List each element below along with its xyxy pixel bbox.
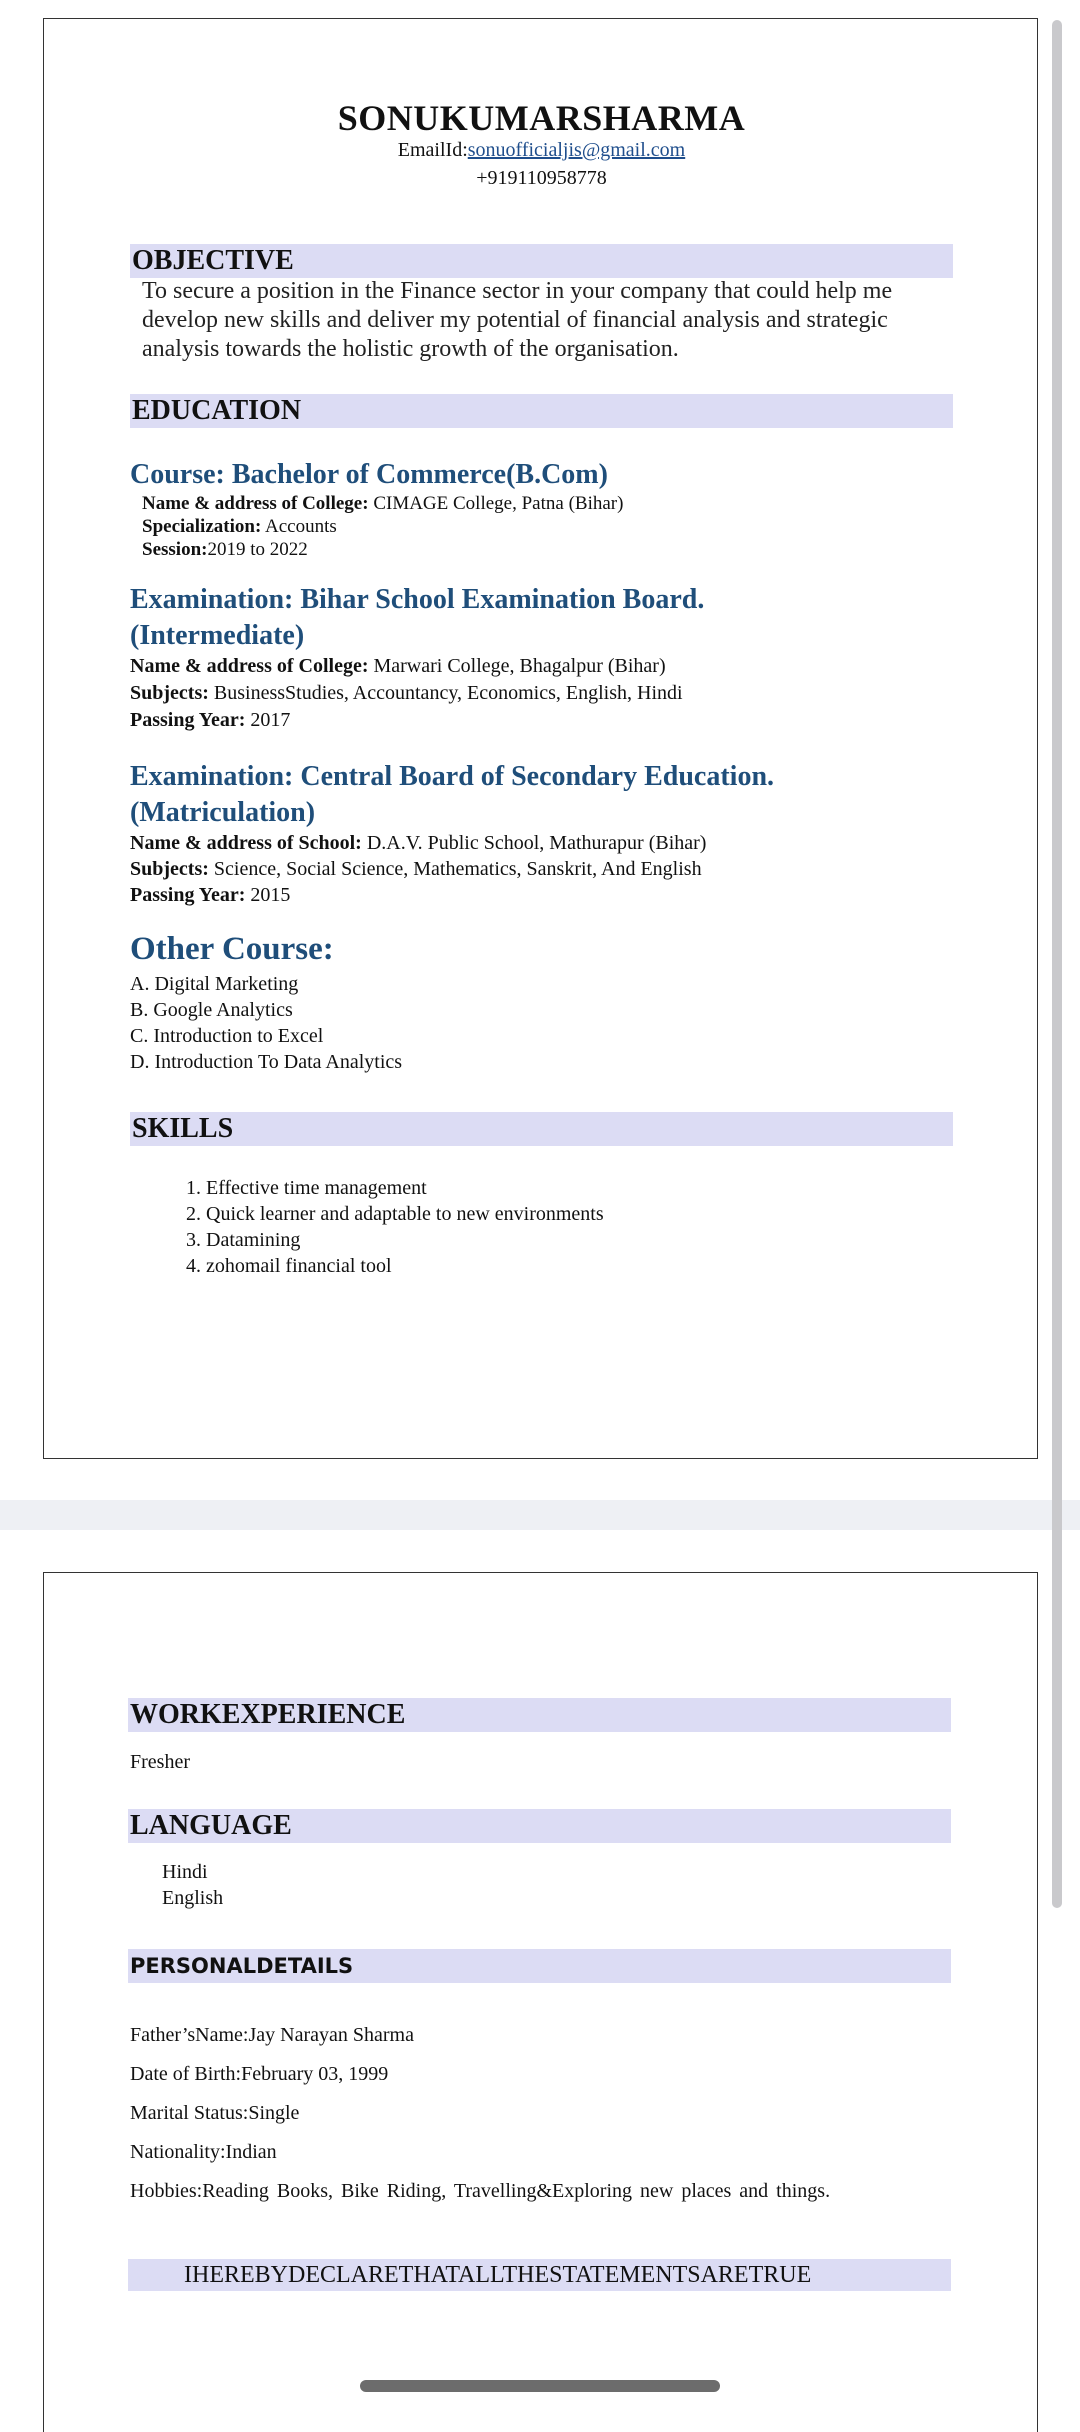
session-value: 2019 to 2022	[207, 539, 308, 560]
marital-status: Marital Status:Single	[130, 2102, 300, 2124]
skill-item: 2. Quick learner and adaptable to new environments	[206, 1201, 604, 1227]
other-course-item: B. Google Analytics	[130, 999, 293, 1021]
school-label: Name & address of School:	[130, 832, 362, 854]
nationality: Nationality:Indian	[130, 2141, 277, 2163]
intermediate-heading	[130, 582, 704, 654]
objective-text	[142, 277, 892, 364]
year-value: 2015	[245, 884, 291, 906]
objective-line: develop new skills and deliver my potential of financial analysis and strategic	[142, 307, 888, 333]
date-of-birth: Date of Birth:February 03, 1999	[130, 2063, 389, 2085]
year-label: Passing Year:	[130, 709, 246, 731]
scrollbar[interactable]	[1052, 20, 1062, 1908]
phone-number: +919110958778	[476, 167, 607, 189]
other-course-item: A. Digital Marketing	[130, 973, 299, 995]
matric-heading-line1: Examination: Central Board of Secondary Education.	[130, 761, 775, 792]
intermediate-heading-line2: (Intermediate)	[130, 620, 305, 651]
objective-heading: OBJECTIVE	[130, 244, 953, 278]
page-gap	[0, 1500, 1080, 1530]
skills-list	[184, 1175, 604, 1279]
language-item: English	[162, 1887, 224, 1909]
resume-page-2	[43, 1572, 1038, 2432]
home-indicator[interactable]	[360, 2380, 720, 2392]
subjects-label: Subjects:	[130, 682, 209, 704]
school-value: D.A.V. Public School, Mathurapur (Bihar)	[361, 832, 707, 854]
other-course-list	[130, 971, 402, 1075]
email-label: EmailId:	[397, 139, 468, 161]
session-label: Session:	[142, 539, 208, 560]
other-course-item: D. Introduction To Data Analytics	[130, 1051, 403, 1073]
year-value: 2017	[245, 709, 291, 731]
college-label: Name & address of College:	[130, 655, 369, 677]
other-course-heading: Other Course:	[130, 931, 334, 967]
father-name: Father’sName:Jay Narayan Sharma	[130, 2024, 414, 2046]
hobbies: Hobbies:Reading Books, Bike Riding, Travelling&Exploring new places and things.	[130, 2180, 831, 2202]
resume-page-1	[43, 18, 1038, 1459]
intermediate-heading-line1: Examination: Bihar School Examination Board.	[130, 584, 705, 615]
year-label: Passing Year:	[130, 884, 246, 906]
language-list	[162, 1859, 223, 1911]
skill-item: 4. zohomail financial tool	[206, 1253, 604, 1279]
other-course-item: C. Introduction to Excel	[130, 1025, 324, 1047]
skill-item: 1. Effective time management	[206, 1175, 604, 1201]
spec-label: Specialization:	[142, 516, 262, 537]
objective-line: analysis towards the holistic growth of the organisation.	[142, 336, 679, 362]
skill-item: 3. Datamining	[206, 1227, 604, 1253]
education-heading: EDUCATION	[130, 394, 953, 428]
spec-value: Accounts	[261, 516, 337, 537]
personal-details	[130, 2016, 830, 2211]
course-details	[142, 492, 623, 561]
college-value: CIMAGE College, Patna (Bihar)	[368, 493, 624, 514]
college-label: Name & address of College:	[142, 493, 369, 514]
subjects-value: BusinessStudies, Accountancy, Economics, English, Hindi	[208, 682, 683, 704]
language-item: Hindi	[162, 1861, 208, 1883]
objective-line: To secure a position in the Finance sector in your company that could help me	[142, 278, 893, 304]
subjects-value: Science, Social Science, Mathematics, Sanskrit, And English	[208, 858, 702, 880]
candidate-name: SONUKUMARSHARMA	[337, 98, 746, 138]
matric-heading-line2: (Matriculation)	[130, 797, 316, 828]
personal-heading: PERSONALDETAILS	[128, 1949, 951, 1983]
matric-details	[130, 830, 706, 908]
work-text: Fresher	[130, 1751, 190, 1773]
intermediate-details	[130, 653, 683, 734]
email-line	[44, 139, 1039, 162]
skills-heading: SKILLS	[130, 1112, 953, 1146]
college-value: Marwari College, Bhagalpur (Bihar)	[368, 655, 666, 677]
language-heading: LANGUAGE	[128, 1809, 951, 1843]
matric-heading	[130, 759, 774, 831]
work-heading: WORKEXPERIENCE	[128, 1698, 951, 1732]
email-link[interactable]: sonuofficialjis@gmail.com	[467, 139, 686, 161]
course-heading: Course: Bachelor of Commerce(B.Com)	[130, 459, 608, 490]
subjects-label: Subjects:	[130, 858, 209, 880]
declaration: IHEREBYDECLARETHATALLTHESTATEMENTSARETRUE	[128, 2259, 951, 2291]
